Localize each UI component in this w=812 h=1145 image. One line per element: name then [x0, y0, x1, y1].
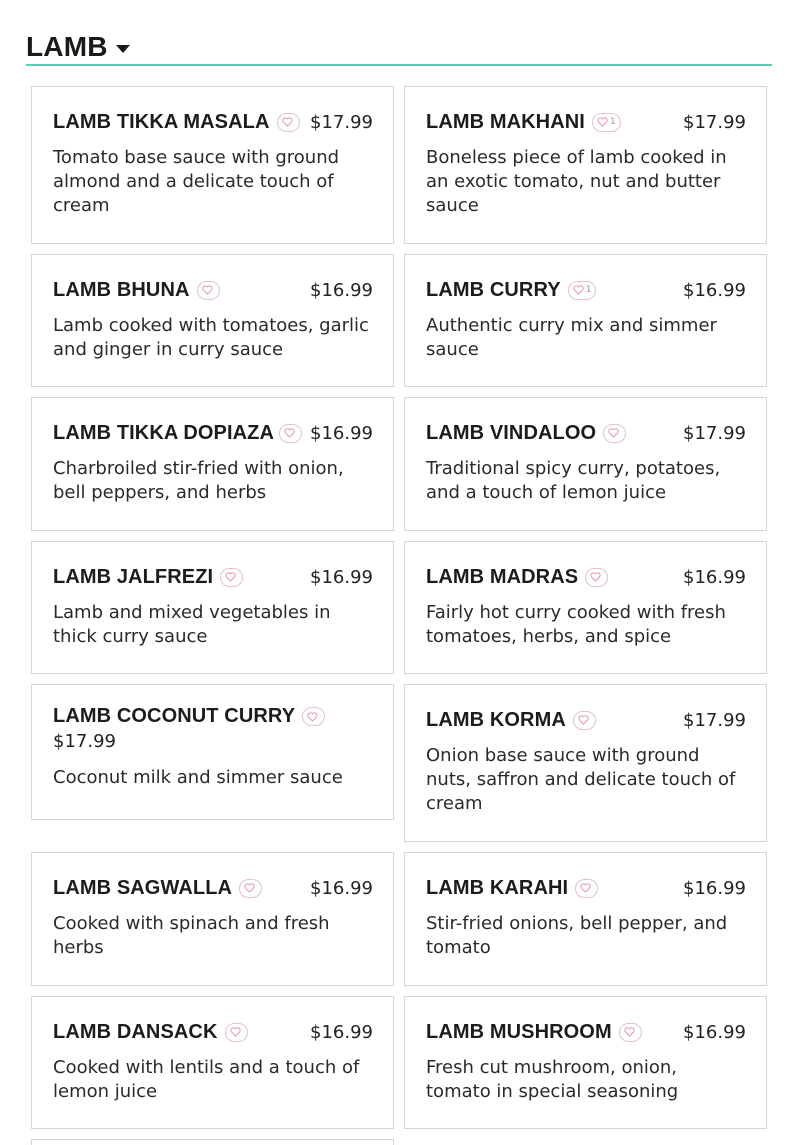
- item-price: $17.99: [310, 111, 373, 133]
- heart-icon: [307, 712, 318, 722]
- menu-item-card[interactable]: [31, 86, 394, 244]
- heart-icon: [578, 715, 589, 725]
- item-description: Boneless piece of lamb cooked in an exotic tomato, nut and butter sauce: [426, 147, 727, 216]
- item-price: $17.99: [683, 111, 746, 133]
- caret-down-icon[interactable]: [116, 45, 130, 53]
- favorite-button[interactable]: [220, 568, 243, 587]
- heart-icon: [597, 117, 608, 127]
- item-price: $16.99: [310, 566, 373, 588]
- favorite-button[interactable]: [603, 424, 626, 443]
- heart-icon: [202, 285, 213, 295]
- item-description: Tomato base sauce with ground almond and a delicate touch of cream: [53, 147, 340, 216]
- menu-item-card-partial[interactable]: [31, 1139, 394, 1145]
- menu-item-card[interactable]: [31, 852, 394, 986]
- item-price: $17.99: [683, 422, 746, 444]
- favorite-button[interactable]: [575, 879, 598, 898]
- item-description: Stir-fried onions, bell pepper, and tomato: [426, 913, 728, 958]
- item-description: Charbroiled stir-fried with onion, bell peppers, and herbs: [53, 458, 344, 503]
- favorite-button[interactable]: [225, 1023, 248, 1042]
- item-price: $16.99: [683, 877, 746, 899]
- item-name: LAMB KARAHI: [426, 876, 569, 899]
- favorite-button[interactable]: [585, 568, 608, 587]
- item-description: Cooked with spinach and fresh herbs: [53, 913, 330, 958]
- menu-item-card[interactable]: [404, 996, 767, 1129]
- item-price: $16.99: [310, 422, 373, 444]
- item-name: LAMB MAKHANI: [426, 110, 585, 133]
- like-count: 1: [609, 117, 616, 127]
- menu-item-card[interactable]: [31, 254, 394, 387]
- item-description: Lamb cooked with tomatoes, garlic and ginger in curry sauce: [53, 315, 369, 360]
- item-description: Onion base sauce with ground nuts, saffron and delicate touch of cream: [426, 745, 736, 814]
- menu-item-card[interactable]: [404, 852, 767, 986]
- menu-item-card[interactable]: [31, 541, 394, 674]
- menu-item-card[interactable]: [404, 541, 767, 674]
- heart-icon: [284, 428, 295, 438]
- item-description: Authentic curry mix and simmer sauce: [426, 315, 717, 360]
- heart-icon: [590, 572, 601, 582]
- item-price: $17.99: [53, 731, 116, 752]
- item-name: LAMB KORMA: [426, 708, 566, 731]
- item-description: Cooked with lentils and a touch of lemon juice: [53, 1057, 360, 1102]
- item-name: LAMB TIKKA MASALA: [53, 110, 270, 133]
- menu-item-card[interactable]: [404, 86, 767, 244]
- item-name: LAMB COCONUT CURRY: [53, 705, 296, 727]
- favorite-button[interactable]: [568, 281, 597, 300]
- menu-item-card[interactable]: [404, 397, 767, 531]
- favorite-button[interactable]: [277, 113, 300, 132]
- menu-item-card[interactable]: [404, 684, 767, 842]
- menu-item-card[interactable]: [31, 996, 394, 1129]
- item-description: Lamb and mixed vegetables in thick curry sauce: [53, 602, 331, 647]
- heart-icon: [244, 883, 255, 893]
- menu-item-card[interactable]: [404, 254, 767, 387]
- item-name: LAMB BHUNA: [53, 278, 190, 301]
- item-price: $16.99: [683, 279, 746, 301]
- favorite-button[interactable]: [592, 113, 621, 132]
- item-name: LAMB DANSACK: [53, 1020, 218, 1043]
- item-price: $16.99: [310, 1021, 373, 1043]
- heart-icon: [580, 883, 591, 893]
- item-price: $16.99: [683, 566, 746, 588]
- heart-icon: [225, 572, 236, 582]
- favorite-button[interactable]: [573, 711, 596, 730]
- menu-item-card[interactable]: [31, 397, 394, 531]
- item-name: LAMB SAGWALLA: [53, 876, 233, 899]
- item-description: Traditional spicy curry, potatoes, and a touch of lemon juice: [426, 458, 721, 503]
- favorite-button[interactable]: [239, 879, 262, 898]
- heart-icon: [624, 1027, 635, 1037]
- item-description: Fresh cut mushroom, onion, tomato in special seasoning: [426, 1057, 679, 1102]
- like-count: 1: [585, 285, 592, 295]
- item-name: LAMB CURRY: [426, 278, 561, 301]
- item-name: LAMB MUSHROOM: [426, 1020, 612, 1043]
- item-name: LAMB VINDALOO: [426, 421, 597, 444]
- item-name: LAMB JALFREZI: [53, 565, 214, 588]
- favorite-button[interactable]: [279, 424, 302, 443]
- heart-icon: [282, 117, 293, 127]
- favorite-button[interactable]: [197, 281, 220, 300]
- item-price: $16.99: [683, 1021, 746, 1043]
- item-description: Fairly hot curry cooked with fresh tomatoes, herbs, and spice: [426, 602, 726, 647]
- item-price: $17.99: [683, 709, 746, 731]
- heart-icon: [230, 1027, 241, 1037]
- item-name: LAMB TIKKA DOPIAZA: [53, 421, 275, 444]
- item-name: LAMB MADRAS: [426, 565, 579, 588]
- heart-icon: [573, 285, 584, 295]
- item-price: $16.99: [310, 877, 373, 899]
- item-price: $16.99: [310, 279, 373, 301]
- heart-icon: [608, 428, 619, 438]
- favorite-button[interactable]: [302, 707, 325, 726]
- section-header: [26, 30, 772, 66]
- section-title: LAMB: [26, 31, 108, 62]
- favorite-button[interactable]: [619, 1023, 642, 1042]
- menu-item-card[interactable]: [31, 684, 394, 820]
- item-description: Coconut milk and simmer sauce: [53, 767, 343, 788]
